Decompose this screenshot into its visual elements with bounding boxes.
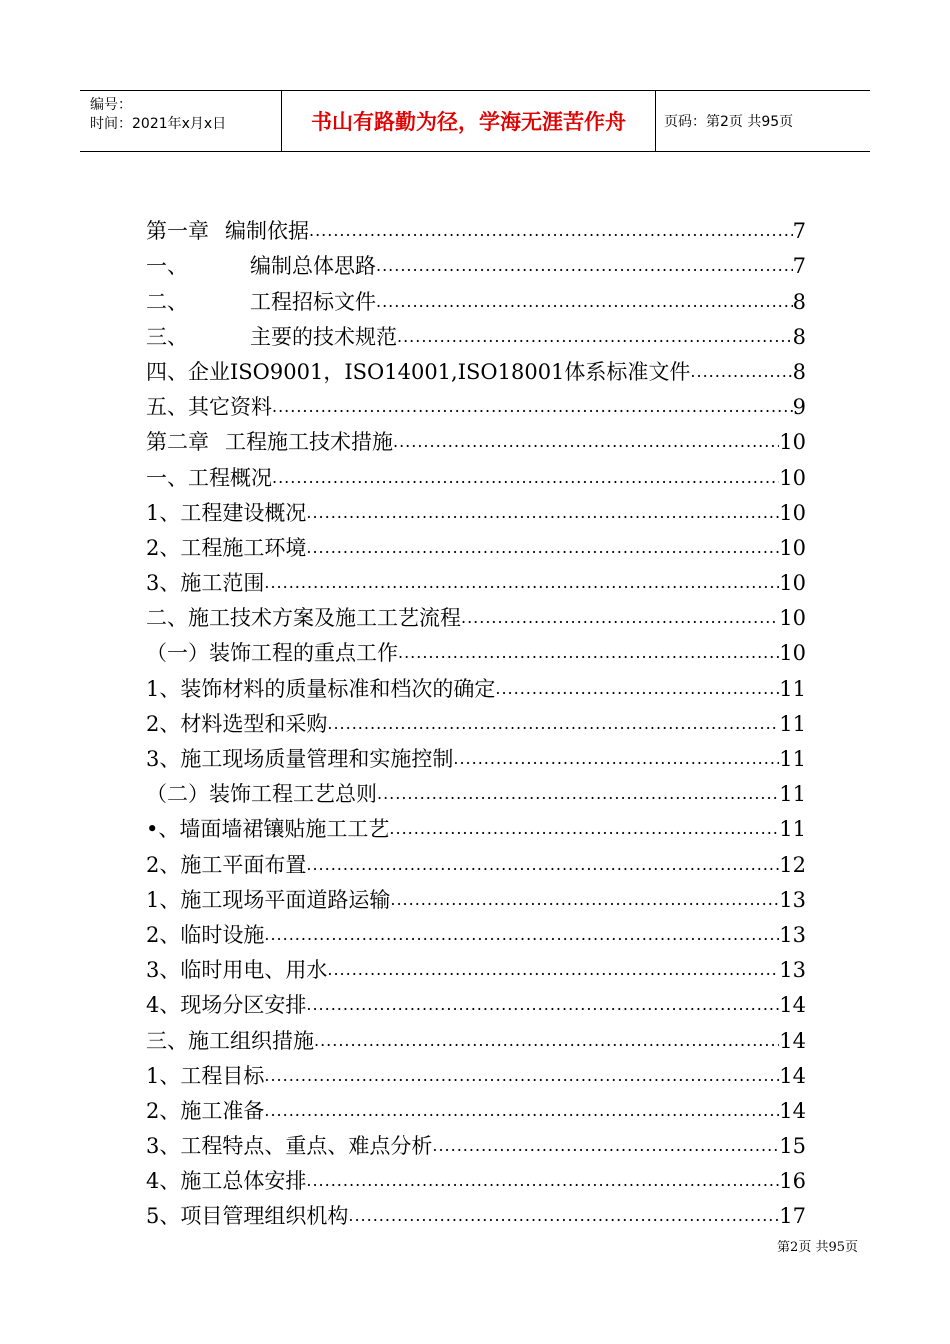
- toc-entry-text: 4、现场分区安排: [146, 993, 307, 1018]
- toc-entry-text: 3、施工范围: [146, 571, 265, 596]
- page-label: 页码：第2页 共95页: [664, 114, 794, 130]
- toc-entry[interactable]: [146, 1090, 806, 1125]
- toc-page-number: 17: [779, 1204, 806, 1229]
- header-left-cell: [80, 91, 282, 151]
- toc-leader-dots: [314, 1027, 779, 1055]
- toc-entry-text: 五、其它资料: [146, 395, 272, 420]
- toc-entry-text: 3、临时用电、用水: [146, 958, 328, 983]
- toc-entry[interactable]: [146, 1055, 806, 1090]
- toc-entry-text: 2、材料选型和采购: [146, 711, 328, 736]
- toc-page-number: 13: [779, 958, 806, 983]
- toc-leader-dots: [398, 639, 779, 667]
- toc-entry-text: 2、临时设施: [146, 922, 265, 947]
- toc-entry-title: [146, 991, 306, 1019]
- toc-entry-title: [146, 569, 264, 597]
- toc-entry-title: [146, 428, 393, 456]
- motto: 书山有路勤为径，学海无涯苦作舟: [282, 91, 656, 151]
- toc-leader-dots: [327, 710, 779, 738]
- toc-page-number: 10: [779, 535, 806, 560]
- toc-entry-text: 5、项目管理组织机构: [146, 1204, 349, 1229]
- toc-entry-text: •、墙面墙裙镶贴施工工艺: [146, 817, 390, 842]
- toc-leader-dots: [389, 815, 779, 843]
- toc-entry-title: [146, 921, 264, 949]
- toc-leader-dots: [264, 569, 779, 597]
- toc-leader-dots: [393, 428, 779, 456]
- toc-leader-dots: [376, 288, 793, 316]
- toc-leader-dots: [306, 1167, 779, 1195]
- toc-page-number: 14: [779, 1028, 806, 1053]
- toc-page-number: 13: [779, 922, 806, 947]
- toc-page-number: 10: [779, 500, 806, 525]
- toc-entry[interactable]: [146, 280, 806, 315]
- toc-entry-text: 1、工程目标: [146, 1063, 265, 1088]
- toc-page-number: 10: [779, 465, 806, 490]
- toc-leader-dots: [376, 252, 793, 280]
- toc-entry-title: [146, 1027, 314, 1055]
- toc-page-number: 7: [792, 254, 806, 279]
- toc-entry-text: 1、施工现场平面道路运输: [146, 887, 391, 912]
- toc-entry-title: [146, 1132, 432, 1160]
- toc-entry-text: 3、工程特点、重点、难点分析: [146, 1134, 433, 1159]
- toc-entry[interactable]: [146, 245, 806, 280]
- toc-entry-title: [146, 358, 690, 386]
- toc-page-number: 8: [792, 324, 806, 349]
- toc-entry[interactable]: [146, 703, 806, 738]
- toc-page-number: 10: [779, 606, 806, 631]
- toc-entry-title: [146, 745, 453, 773]
- toc-entry-title: [146, 217, 309, 245]
- toc-entry-number: 一、: [146, 254, 188, 279]
- toc-leader-dots: [306, 534, 779, 562]
- toc-entry[interactable]: [146, 667, 806, 702]
- toc-entry-title: [146, 639, 398, 667]
- toc-leader-dots: [272, 393, 793, 421]
- page-footer: 第2页 共95页: [777, 1240, 858, 1255]
- toc-entry-text: 1、装饰材料的质量标准和档次的确定: [146, 676, 496, 701]
- toc-leader-dots: [690, 358, 792, 386]
- toc-page-number: 14: [779, 1063, 806, 1088]
- toc-leader-dots: [453, 745, 779, 773]
- toc-entry[interactable]: [146, 914, 806, 949]
- toc-leader-dots: [306, 851, 779, 879]
- toc-entry[interactable]: [146, 597, 806, 632]
- toc-page-number: 11: [779, 747, 806, 771]
- toc-entry-title: [146, 534, 306, 562]
- toc-entry-number: 第二章: [146, 430, 209, 455]
- toc-leader-dots: [377, 780, 779, 808]
- header-table: [80, 90, 870, 152]
- toc-entry-title: [146, 393, 272, 421]
- toc-entry-text: 2、施工准备: [146, 1098, 265, 1123]
- toc-entry-number: 三、: [146, 324, 188, 349]
- toc-entry-title: [146, 1062, 264, 1090]
- toc-leader-dots: [309, 217, 793, 245]
- toc-leader-dots: [264, 1062, 779, 1090]
- time-label: 时间：2021年x月x日: [90, 116, 227, 132]
- toc-entry-text: （二）装饰工程工艺总则: [146, 782, 377, 807]
- toc-entry-title: [146, 323, 397, 351]
- toc-leader-dots: [495, 675, 779, 703]
- toc-leader-dots: [306, 499, 779, 527]
- table-of-contents: [146, 210, 806, 1230]
- toc-entry[interactable]: [146, 527, 806, 562]
- toc-page-number: 12: [779, 852, 806, 877]
- toc-entry-title: [146, 851, 306, 879]
- toc-entry[interactable]: [146, 316, 806, 351]
- toc-entry-title: [146, 780, 377, 808]
- toc-entry-text: 四、企业ISO9001，ISO14001,ISO18001体系标准文件: [146, 359, 691, 384]
- toc-entry[interactable]: [146, 210, 806, 245]
- toc-entry-text: （一）装饰工程的重点工作: [146, 641, 398, 666]
- toc-entry[interactable]: [146, 1019, 806, 1054]
- toc-leader-dots: [264, 921, 779, 949]
- toc-entry[interactable]: [146, 843, 806, 878]
- toc-entry[interactable]: [146, 386, 806, 421]
- toc-entry[interactable]: [146, 492, 806, 527]
- toc-entry[interactable]: [146, 562, 806, 597]
- toc-entry[interactable]: [146, 351, 806, 386]
- toc-entry-number: 第一章: [146, 219, 209, 244]
- toc-page-number: 14: [779, 1098, 806, 1123]
- toc-entry-text: 一、工程概况: [146, 465, 272, 490]
- toc-entry[interactable]: [146, 738, 806, 773]
- toc-leader-dots: [390, 886, 779, 914]
- toc-entry-text: 二、施工技术方案及施工工艺流程: [146, 606, 461, 631]
- toc-page-number: 8: [792, 289, 806, 314]
- toc-entry-title: [146, 815, 389, 843]
- toc-leader-dots: [461, 604, 779, 632]
- toc-page-number: 9: [792, 395, 806, 420]
- toc-entry-text: 工程施工技术措施: [225, 430, 393, 455]
- toc-entry-title: [146, 604, 461, 632]
- toc-page-number: 11: [779, 711, 806, 736]
- toc-entry-text: 2、施工平面布置: [146, 852, 307, 877]
- toc-entry[interactable]: [146, 984, 806, 1019]
- toc-page-number: 16: [779, 1169, 806, 1194]
- toc-entry-title: [146, 288, 376, 316]
- toc-entry[interactable]: [146, 456, 806, 491]
- toc-entry-title: [146, 1202, 348, 1230]
- toc-page-number: 11: [779, 676, 806, 701]
- toc-leader-dots: [432, 1132, 779, 1160]
- toc-entry-title: [146, 675, 495, 703]
- toc-page-number: 15: [779, 1134, 806, 1159]
- toc-entry-text: 编制总体思路: [250, 254, 376, 279]
- toc-page-number: 7: [792, 219, 806, 244]
- toc-entry[interactable]: [146, 949, 806, 984]
- toc-entry-text: 3、施工现场质量管理和实施控制: [146, 747, 454, 771]
- toc-entry-title: [146, 1167, 306, 1195]
- toc-leader-dots: [327, 956, 779, 984]
- toc-page-number: 11: [779, 817, 806, 842]
- toc-leader-dots: [272, 464, 779, 492]
- toc-entry-title: [146, 710, 327, 738]
- toc-entry-text: 4、施工总体安排: [146, 1169, 307, 1194]
- toc-page-number: 14: [779, 993, 806, 1018]
- toc-leader-dots: [264, 1097, 779, 1125]
- toc-page-number: 8: [792, 359, 806, 384]
- toc-page-number: 10: [779, 571, 806, 596]
- toc-page-number: 13: [779, 887, 806, 912]
- toc-entry[interactable]: [146, 421, 806, 456]
- toc-entry-text: 工程招标文件: [250, 289, 376, 314]
- toc-entry-text: 主要的技术规范: [250, 324, 397, 349]
- toc-page-number: 10: [779, 641, 806, 666]
- toc-entry-title: [146, 464, 272, 492]
- toc-entry-number: 二、: [146, 289, 188, 314]
- toc-entry-text: 编制依据: [225, 219, 309, 244]
- toc-entry[interactable]: [146, 1195, 806, 1230]
- toc-leader-dots: [397, 323, 793, 351]
- toc-entry[interactable]: [146, 1160, 806, 1195]
- toc-entry-text: 2、工程施工环境: [146, 535, 307, 560]
- number-label: 编号：: [90, 97, 132, 113]
- toc-entry[interactable]: [146, 632, 806, 667]
- toc-entry-text: 三、施工组织措施: [146, 1028, 314, 1053]
- toc-entry-title: [146, 499, 306, 527]
- toc-page-number: 11: [779, 782, 806, 807]
- toc-leader-dots: [306, 991, 779, 1019]
- toc-entry-text: 1、工程建设概况: [146, 500, 307, 525]
- toc-entry[interactable]: [146, 879, 806, 914]
- toc-entry-title: [146, 956, 327, 984]
- toc-entry[interactable]: [146, 773, 806, 808]
- toc-entry-title: [146, 886, 390, 914]
- toc-leader-dots: [348, 1202, 779, 1230]
- toc-page-number: 10: [779, 430, 806, 455]
- toc-entry[interactable]: [146, 808, 806, 843]
- toc-entry[interactable]: [146, 1125, 806, 1160]
- toc-entry-title: [146, 252, 376, 280]
- toc-entry-title: [146, 1097, 264, 1125]
